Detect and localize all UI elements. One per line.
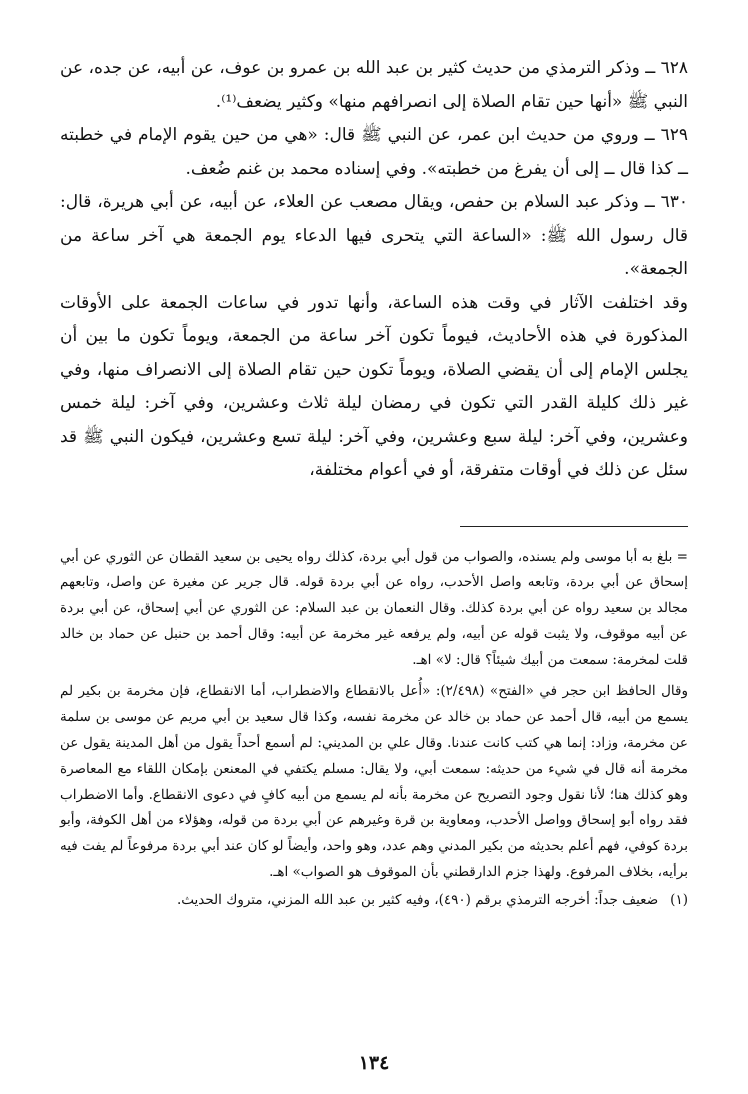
footnote-text: ضعيف جداً: أخرجه الترمذي برقم (٤٩٠)، وفيه كثير بن عبد الله المزني، متروك الحديث. [176, 891, 659, 908]
footnote-number: (١) [670, 891, 688, 908]
hadith-630: ٦٣٠ ــ وذكر عبد السلام بن حفص، ويقال مصعب عن العلاء، عن أبيه، عن أبي هريرة، قال: قال رسول الله ﷺ: «الساعة التي يتحرى فيها الدعاء يوم الجمعة هي آخر ساعة من الجمعة». [60, 192, 688, 279]
page-number: ١٣٤ [358, 1052, 390, 1074]
footnote-1 [60, 888, 688, 914]
footnote-divider [460, 526, 688, 527]
main-text [60, 52, 688, 488]
note-ibn-hajar: وقال الحافظ ابن حجر في «الفتح» (٢/٤٩٨): «أُعل بالانقطاع والاضطراب، أما الانقطاع، فإن مخرمة بن بكير لم يسمع من أبيه، قال أحمد عن حماد بن خالد عن مخرمة نفسه، وكذا قال سعيد بن أبي مريم عن موسى بن سلمة عن مخرمة، وزاد: إنما هي كتب كانت عندنا. وقال علي بن المديني: لم أسمع أحداً يقول من أهل المدينة يقول عن مخرمة أنه قال في شيء من حديثه: سمعت أبي، ولا يقال: مسلم يكتفي في المعنعن بإمكان اللقاء مع المعاصرة وهو كذلك هنا؛ لأنا نقول وجود التصريح عن مخرمة بأنه لم يسمع من أبيه كافٍ في دعوى الانقطاع. وأما الاضطراب فقد رواه أبو إسحاق وواصل الأحدب، ومعاوية بن قرة وغيرهم عن أبي بردة من قوله، وهؤلاء من أهل الكوفة، وأبو بردة كوفي، فهم أعلم بحديثه من بكير المدني وهم عدد، وهو واحد، وأيضاً لو كان عند أبي بردة مرفوعاً لم يفت فيه برأيه، بخلاف المرفوع. ولهذا جزم الدارقطني بأن الموقوف هو الصواب» اهـ. [60, 683, 688, 881]
footnotes [60, 545, 688, 914]
hadith-629: ٦٢٩ ــ وروي من حديث ابن عمر، عن النبي ﷺ قال: «هي من حين يقوم الإمام في خطبته ــ كذا قال ــ إلى أن يفرغ من خطبته». وفي إسناده محمد بن غنم ضُعف. [60, 125, 688, 179]
hadith-628: ٦٢٨ ــ وذكر الترمذي من حديث كثير بن عبد الله بن عمرو بن عوف، عن أبيه، عن جده، عن النبي ﷺ «أنها حين تقام الصلاة إلى انصرافهم منها» وكثير يضعف⁽¹⁾. [60, 58, 688, 112]
main-paragraph: وقد اختلفت الآثار في وقت هذه الساعة، وأنها تدور في ساعات الجمعة على الأوقات المذكورة في هذه الأحاديث، فيوماً تكون آخر ساعة من الجمعة، ويوماً تكون ما بين أن يجلس الإمام إلى أن يقضي الصلاة، ويوماً تكون حين تقام الصلاة إلى الانصراف منها، وفي غير ذلك كليلة القدر التي تكون في رمضان ليلة ثلاث وعشرين، وفي آخر: ليلة خمس وعشرين، وفي آخر: ليلة سبع وعشرين، وفي آخر: ليلة تسع وعشرين، فيكون النبي ﷺ قد سئل عن ذلك في أوقات متفرقة، أو في أعوام مختلفة، [60, 292, 688, 480]
note-continuation: = بلغ به أبا موسى ولم يسنده، والصواب من قول أبي بردة، كذلك رواه يحيى بن سعيد القطان عن الثوري عن أبي إسحاق عن أبي بردة، وتابعه واصل الأحدب، رواه عن أبي بردة قوله. قال جرير عن مغيرة عن واصل، وتابعهم مجالد بن سعيد رواه عن أبي بردة كذلك. وقال النعمان بن عبد السلام: عن الثوري عن أبي إسحاق، عن أبي بردة عن أبيه موقوف، ولا يثبت قوله عن أبيه، ولم يرفعه غير مخرمة عن أبيه: وقال أحمد بن حنبل عن حماد بن خالد قلت لمخرمة: سمعت من أبيك شيئاً؟ قال: لا» اهـ. [60, 548, 688, 668]
